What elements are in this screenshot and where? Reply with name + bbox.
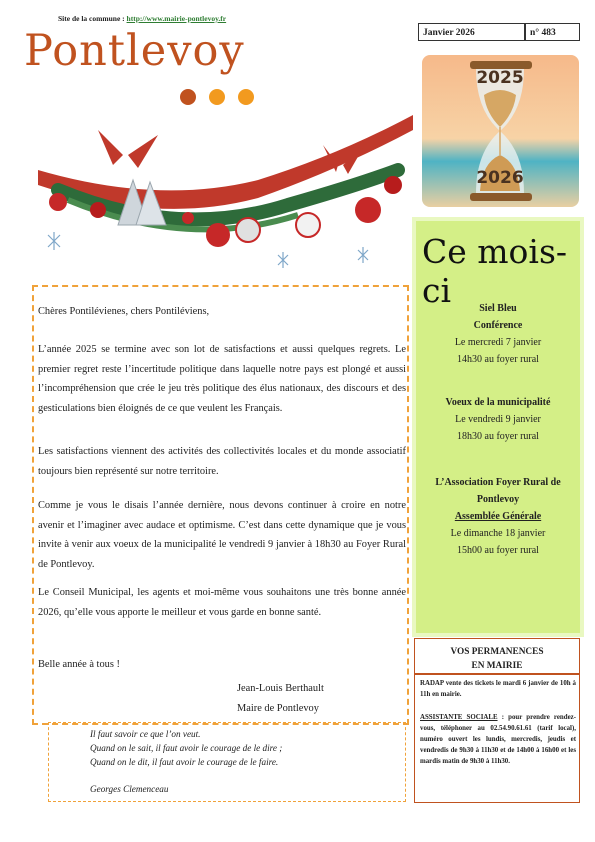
event-1-subtitle: Conférence [473,320,523,331]
permanences-divider [414,673,580,675]
event-3-date: Le dimanche 18 janvier [450,528,546,539]
issue-number-box [525,23,580,41]
event-1-time: 14h30 au foyer rural [457,354,539,365]
decor-dot-1 [180,89,196,105]
permanences-title-line-1: VOS PERMANENCES [450,647,544,657]
assistante-sociale-text: : pour prendre rendez-vous, téléphoner au 02.54.90.61.61 (tarif local), numéro ouvert les lundis, mercredis, jeudis et vendredis de 9h30 à 11h30 et de 14h00 à 16h00 et les mardis matin de 9h30 à 11h30. [420,714,576,765]
events-title: Ce mois-ci [422,232,568,310]
letter-paragraph-3: Comme je vous le disais l’année dernière, nous devons continuer à croire en notre avenir et l’imaginer avec audace et optimisme. C’est dans cette dynamique que je vous invite à venir aux voeux de la municipalité le vendredi 9 janvier à 18h30 au Foyer Rural de Pontlevoy. [38,500,406,570]
quote-author: Georges Clemenceau [90,784,169,794]
site-link-line [58,14,226,23]
permanences-title [414,645,580,673]
brand-title: Pontlevoy [24,26,245,76]
quote-line-2: Quand on le sait, il faut avoir le courage de le dire ; [90,743,283,753]
issue-date: Janvier 2026 [423,28,475,38]
assistante-sociale-label: ASSISTANTE SOCIALE [420,714,498,721]
issue-date-box [418,23,525,41]
hourglass-image [422,55,579,207]
permanences-title-line-2: EN MAIRIE [471,661,523,671]
radap-label: RADAP [420,680,444,687]
hourglass-year-top: 2025 [476,68,524,88]
permanence-radap [420,678,576,700]
site-label: Site de la commune : [58,14,125,23]
event-2-title: Voeux de la municipalité [445,397,551,408]
event-1 [418,300,578,368]
letter-closing: Belle année à tous ! [38,659,120,670]
decor-dot-3 [238,89,254,105]
permanence-assistante-sociale [420,712,576,767]
quote-line-1: Il faut savoir ce que l’on veut. [90,729,201,739]
event-3 [418,474,578,559]
event-3-heading: Assemblée Générale [454,511,542,522]
signature-name: Jean-Louis Berthault [237,683,324,694]
event-1-title: Siel Bleu [479,303,517,314]
christmas-garland-image [38,110,413,280]
issue-number: n° 483 [530,28,556,38]
event-1-date: Le mercredi 7 janvier [454,337,542,348]
event-2 [418,394,578,445]
event-3-subtitle: Pontlevoy [476,494,520,505]
event-2-time: 18h30 au foyer rural [457,431,539,442]
event-3-title: L’Association Foyer Rural de [435,477,561,488]
letter-paragraph-2: Les satisfactions viennent des activités des collectivités locales et du monde associatif toujours bien représenté sur notre territoire. [38,446,406,477]
signature-title: Maire de Pontlevoy [237,703,319,714]
decor-dot-2 [209,89,225,105]
event-2-date: Le vendredi 9 janvier [455,414,541,425]
radap-text: vente des tickets le mardi 6 janvier de 10h à 11h en mairie. [420,680,576,698]
letter-salutation: Chères Pontilévienes, chers Pontiléviens, [38,306,210,317]
letter-paragraph-4: Le Conseil Municipal, les agents et moi-même vous souhaitons une très bonne année 2026, qu’elle vous apporte le meilleur et vous garde en bonne santé. [38,587,406,618]
event-3-time: 15h00 au foyer rural [457,545,539,556]
hourglass-year-bottom: 2026 [476,168,524,188]
quote-line-3: Quand on le dit, il faut avoir le courage de le faire. [90,757,279,767]
site-url-link[interactable]: http://www.mairie-pontlevoy.fr [126,14,227,23]
letter-paragraph-1: L’année 2025 se termine avec son lot de satisfactions et aussi quelques regrets. Le premier regret reste l’incertitude politique dans laquelle notre pays est plongé et aussi l’incompréhension que crée le jeu très politique des élus nationaux, des discours et des gesticulations bien éloignés de ce que veulent les Français. [38,344,406,414]
